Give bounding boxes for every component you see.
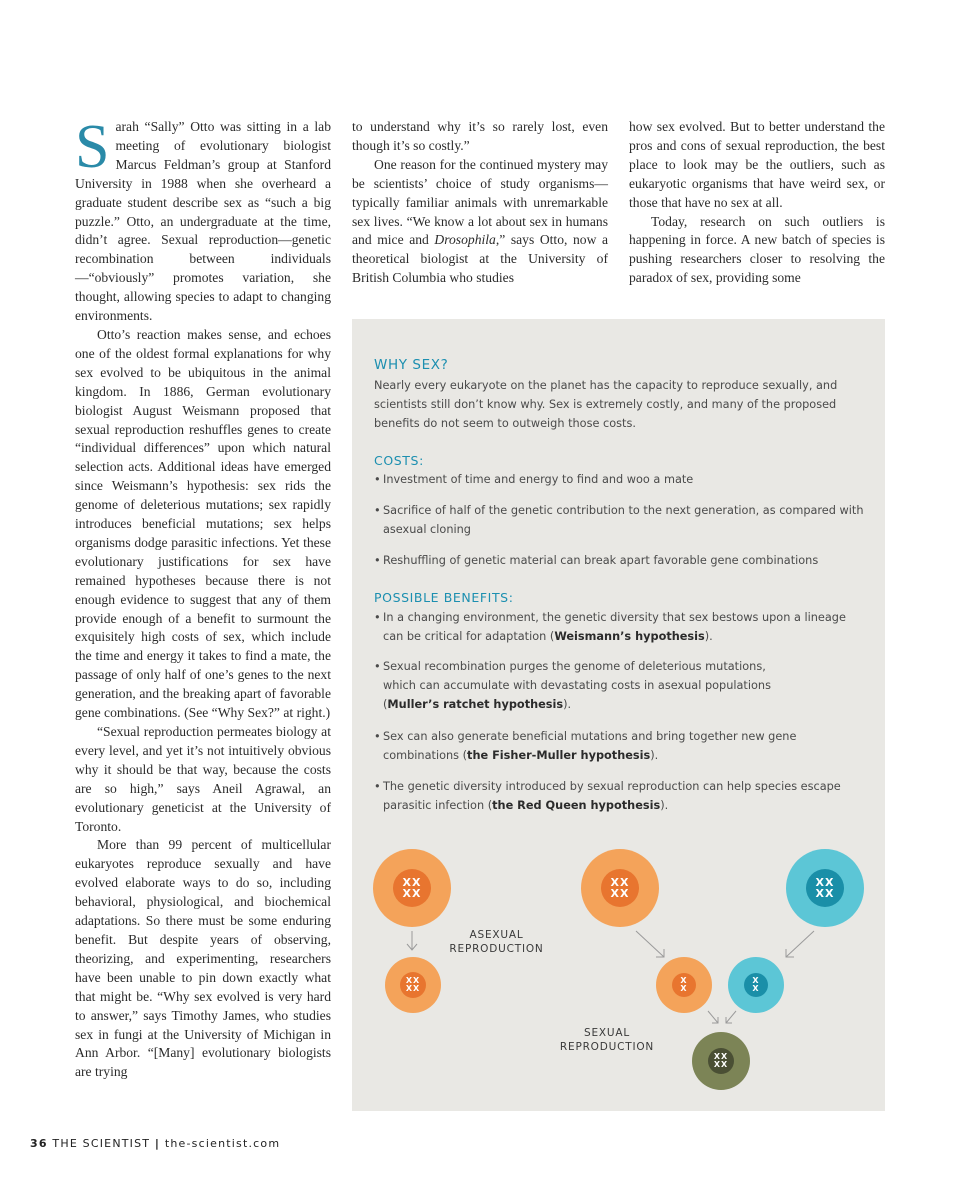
chromosomes-diploid: XX XX xyxy=(815,876,835,900)
benefit-text-end: ). xyxy=(650,749,659,762)
sexual-reproduction-label: SEXUAL REPRODUCTION xyxy=(559,1027,655,1053)
down-arrow-icon xyxy=(402,931,422,957)
teal-gamete-cell xyxy=(728,957,784,1013)
benefit-text: Sex can also generate beneficial mutations and bring together new gene combinations ( xyxy=(383,730,797,762)
italic-species-name: Drosophila xyxy=(434,232,496,248)
diagonal-arrow-icon xyxy=(634,929,668,961)
benefit-text: Sexual recombination purges the genome of deleterious mutations, which can accumulate with devastating costs in asexual populations ( xyxy=(383,660,771,711)
chromosomes-haploid: X X xyxy=(680,976,688,993)
article-paragraph: “Sexual reproduction permeates biology at every level, and yet it’s not intuitively obvious why it should be that way, because the costs are so high,” says Aneil Agrawal, an evolutionary geneticist at the University of Toronto. xyxy=(75,724,331,834)
page-number: 36 xyxy=(30,1137,48,1150)
article-paragraph: to understand why it’s so rarely lost, even though it’s so costly.” xyxy=(352,119,608,153)
drop-cap: S xyxy=(75,113,110,181)
asexual-reproduction-label: ASEXUAL REPRODUCTION xyxy=(449,929,544,955)
cost-item: • Sacrifice of half of the genetic contribution to the next generation, as compared with asexual cloning xyxy=(374,501,869,539)
benefit-item xyxy=(374,777,854,815)
sexual-parent-teal-cell xyxy=(786,849,864,927)
article-paragraph: Otto’s reaction makes sense, and echoes one of the oldest formal explanations for why sex evolved to be ubiquitous in the animal kingdom. In 1886, German evolutionary biologist August Weismann proposed that sexual reproduction reshuffles genes to create “individual differences” upon which natural selection acts. Additional ideas have emerged since Weismann’s hypothesis: sex rids the genome of deleterious mutations; sex rapidly introduces beneficial mutations; sex helps organisms dodge parasitic infections. Yet these evolutionary justifications for sex have remained hypotheses because there is not enough evidence to suggest that any of them provide enough of a benefit to surmount the exquisitely high costs of sex, which include the time and energy it takes to find a mate, the passage of only half of one’s genes to the next generation, and the breaking apart of favorable gene combinations. (See “Why Sex?” at right.) xyxy=(75,326,331,721)
sidebar-intro: Nearly every eukaryote on the planet has the capacity to reproduce sexually, and scientists still don’t know why. Sex is extremely costly, and many of the proposed benefits do not seem to outweigh those costs. xyxy=(374,379,838,430)
chromosomes-diploid: XX XX xyxy=(610,876,630,900)
why-sex-sidebar xyxy=(352,319,885,1111)
article-column-1 xyxy=(75,113,331,1082)
benefit-text-end: ). xyxy=(660,799,669,812)
converging-arrows-icon xyxy=(704,1009,740,1029)
paragraph-text: arah “Sally” Otto was sitting in a lab meeting of evolutionary biologist Marcus Feldman’s group at Stanford University in 1988 when she overheard a graduate student describe sex as “such a big puzzle.” Otto, an undergraduate at the time, didn’t agree. Sexual reproduction—genetic recombination between individuals—“obviously” promotes variation, she thought, allowing species to adapt to changing environments. xyxy=(75,119,331,324)
sidebar-title: WHY SEX? xyxy=(374,357,449,373)
hypothesis-name: the Red Queen hypothesis xyxy=(492,799,661,812)
benefit-item xyxy=(374,657,794,714)
orange-gamete-cell xyxy=(656,957,712,1013)
chromosomes-diploid: XX XX xyxy=(405,976,421,993)
hypothesis-name: Weismann’s hypothesis xyxy=(554,630,705,643)
costs-heading: COSTS: xyxy=(374,453,424,468)
hypothesis-name: Muller’s ratchet hypothesis xyxy=(387,698,564,711)
footer-separator: | xyxy=(154,1137,161,1150)
benefit-text: The genetic diversity introduced by sexual reproduction can help species escape parasitic infection ( xyxy=(383,780,841,812)
article-paragraph: Today, research on such outliers is happening in force. A new batch of species is pushing researchers closer to resolving the paradox of sex, providing some xyxy=(629,213,885,286)
asexual-parent-cell xyxy=(373,849,451,927)
cost-item: • Investment of time and energy to find and woo a mate xyxy=(374,470,869,489)
article-column-2 xyxy=(352,118,608,288)
chromosomes-diploid: XX XX xyxy=(402,876,422,900)
benefit-text-end: ). xyxy=(563,698,572,711)
paragraph-text: ,” says Otto, now a theoretical biologist at the University of British Columbia who studies xyxy=(352,232,608,286)
article-column-3 xyxy=(629,118,885,288)
benefit-item xyxy=(374,727,814,765)
nucleus xyxy=(601,869,639,907)
benefits-heading: POSSIBLE BENEFITS: xyxy=(374,590,514,605)
article-paragraph: More than 99 percent of multicellular eukaryotes reproduce sexually and have evolved elaborate ways to do so, including behavioral, physiological, and biochemical adaptations. So there must be some enduring benefit. But despite years of observing, theorizing, and experimenting, researchers have been unable to pin down exactly what that might be. “Why sex evolved is very hard to answer,” says Timothy James, who studies sex in fungi at the University of Michigan in Ann Arbor. “[Many] evolutionary biologists are trying xyxy=(75,837,331,1080)
zygote-cell xyxy=(692,1032,750,1090)
article-paragraph: how sex evolved. But to better understand the pros and cons of sexual reproduction, the best place to look may be the outliers, such as eukaryotic organisms that have weird sex, or those that have no sex at all. xyxy=(629,119,885,210)
paragraph-text: One reason for the continued mystery may be scientists’ choice of study organisms—typically familiar animals with unremarkable sex lives. “We know a lot about sex in humans and mice and xyxy=(352,156,608,248)
chromosomes-diploid: XX XX xyxy=(713,1052,729,1069)
nucleus xyxy=(744,973,768,997)
article-paragraph xyxy=(75,113,331,326)
nucleus xyxy=(393,869,431,907)
chromosomes-haploid: X X xyxy=(752,976,760,993)
nucleus xyxy=(806,869,844,907)
nucleus xyxy=(708,1048,734,1074)
nucleus xyxy=(672,973,696,997)
benefit-item xyxy=(374,608,869,646)
magazine-name: THE SCIENTIST xyxy=(52,1137,151,1150)
asexual-offspring-cell xyxy=(385,957,441,1013)
cost-item: • Reshuffling of genetic material can break apart favorable gene combinations xyxy=(374,551,869,570)
hypothesis-name: the Fisher-Muller hypothesis xyxy=(467,749,651,762)
sexual-parent-orange-cell xyxy=(581,849,659,927)
benefit-text-end: ). xyxy=(704,630,713,643)
website-link[interactable]: the-scientist.com xyxy=(164,1137,281,1150)
page-footer xyxy=(30,1137,280,1150)
diagonal-arrow-icon xyxy=(782,929,816,961)
article-paragraph xyxy=(352,156,608,288)
nucleus xyxy=(400,972,426,998)
benefit-text: In a changing environment, the genetic diversity that sex bestows upon a lineage can be critical for adaptation ( xyxy=(383,611,846,643)
